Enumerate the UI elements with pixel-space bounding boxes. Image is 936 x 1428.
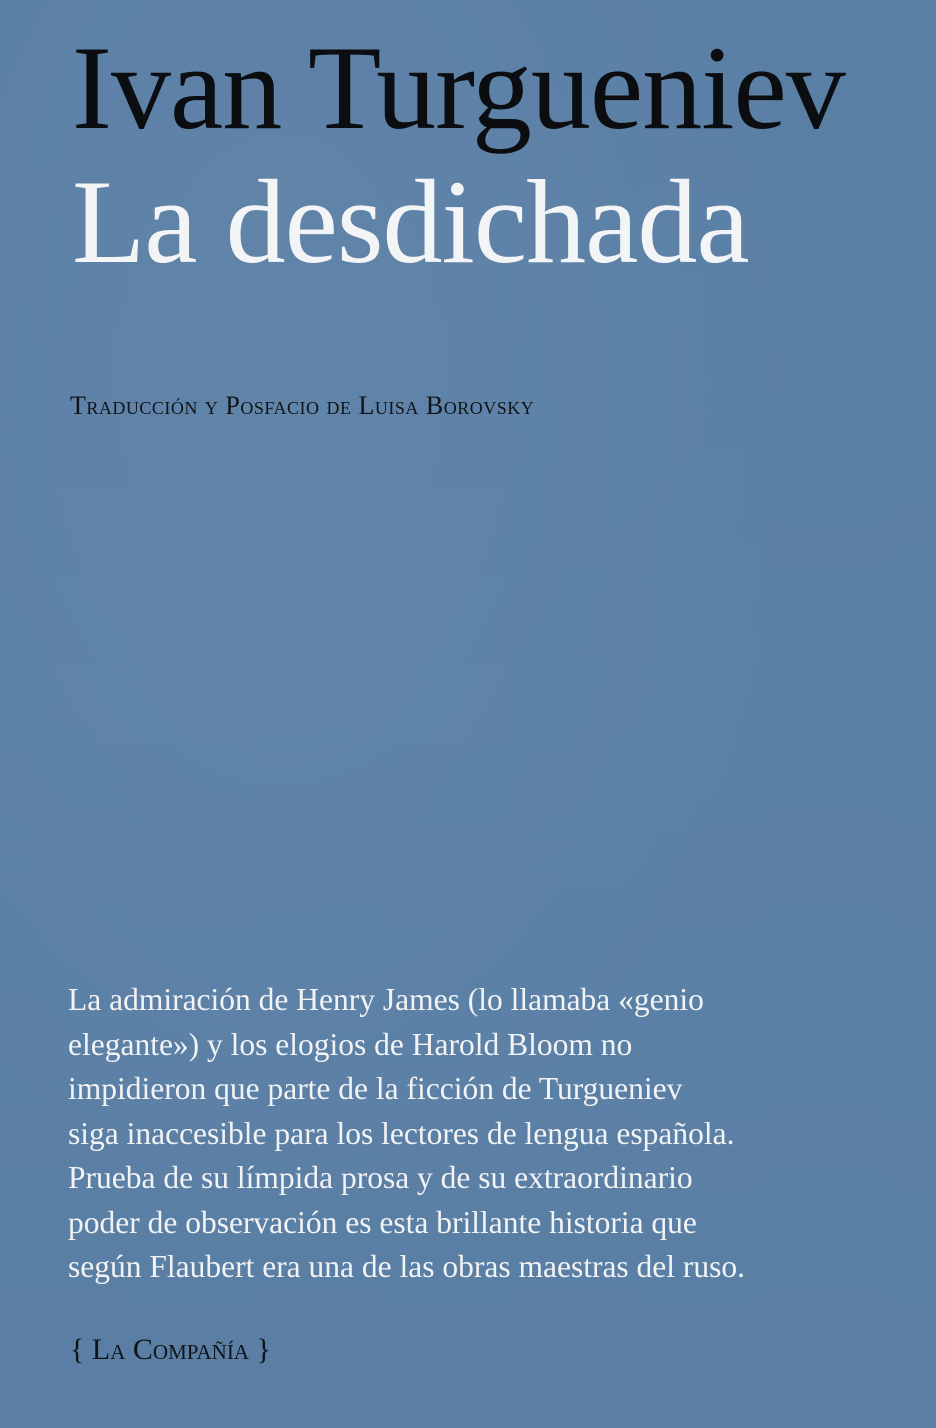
blurb-line: según Flaubert era una de las obras maestras del ruso. [68,1249,746,1284]
blurb-line: impidieron que parte de la ficción de Turgueniev [68,1071,683,1106]
blurb-line: elegante») y los elogios de Harold Bloom no [68,1026,633,1062]
blurb-line: La admiración de Henry James (lo llamaba «genio [68,982,704,1017]
book-title: La desdichada [72,155,749,288]
blurb-line: poder de observación es esta brillante historia que [68,1204,697,1240]
author-name: Ivan Turgueniev [72,21,845,154]
publisher-imprint: { La Compañía } [70,1333,271,1366]
translator-credit: Traducción y Posfacio de Luisa Borovsky [70,391,535,420]
cover-blurb [68,978,868,1290]
blurb-line: siga inaccesible para los lectores de lengua española. [68,1115,735,1151]
blurb-line: Prueba de su límpida prosa y de su extraordinario [68,1160,693,1195]
